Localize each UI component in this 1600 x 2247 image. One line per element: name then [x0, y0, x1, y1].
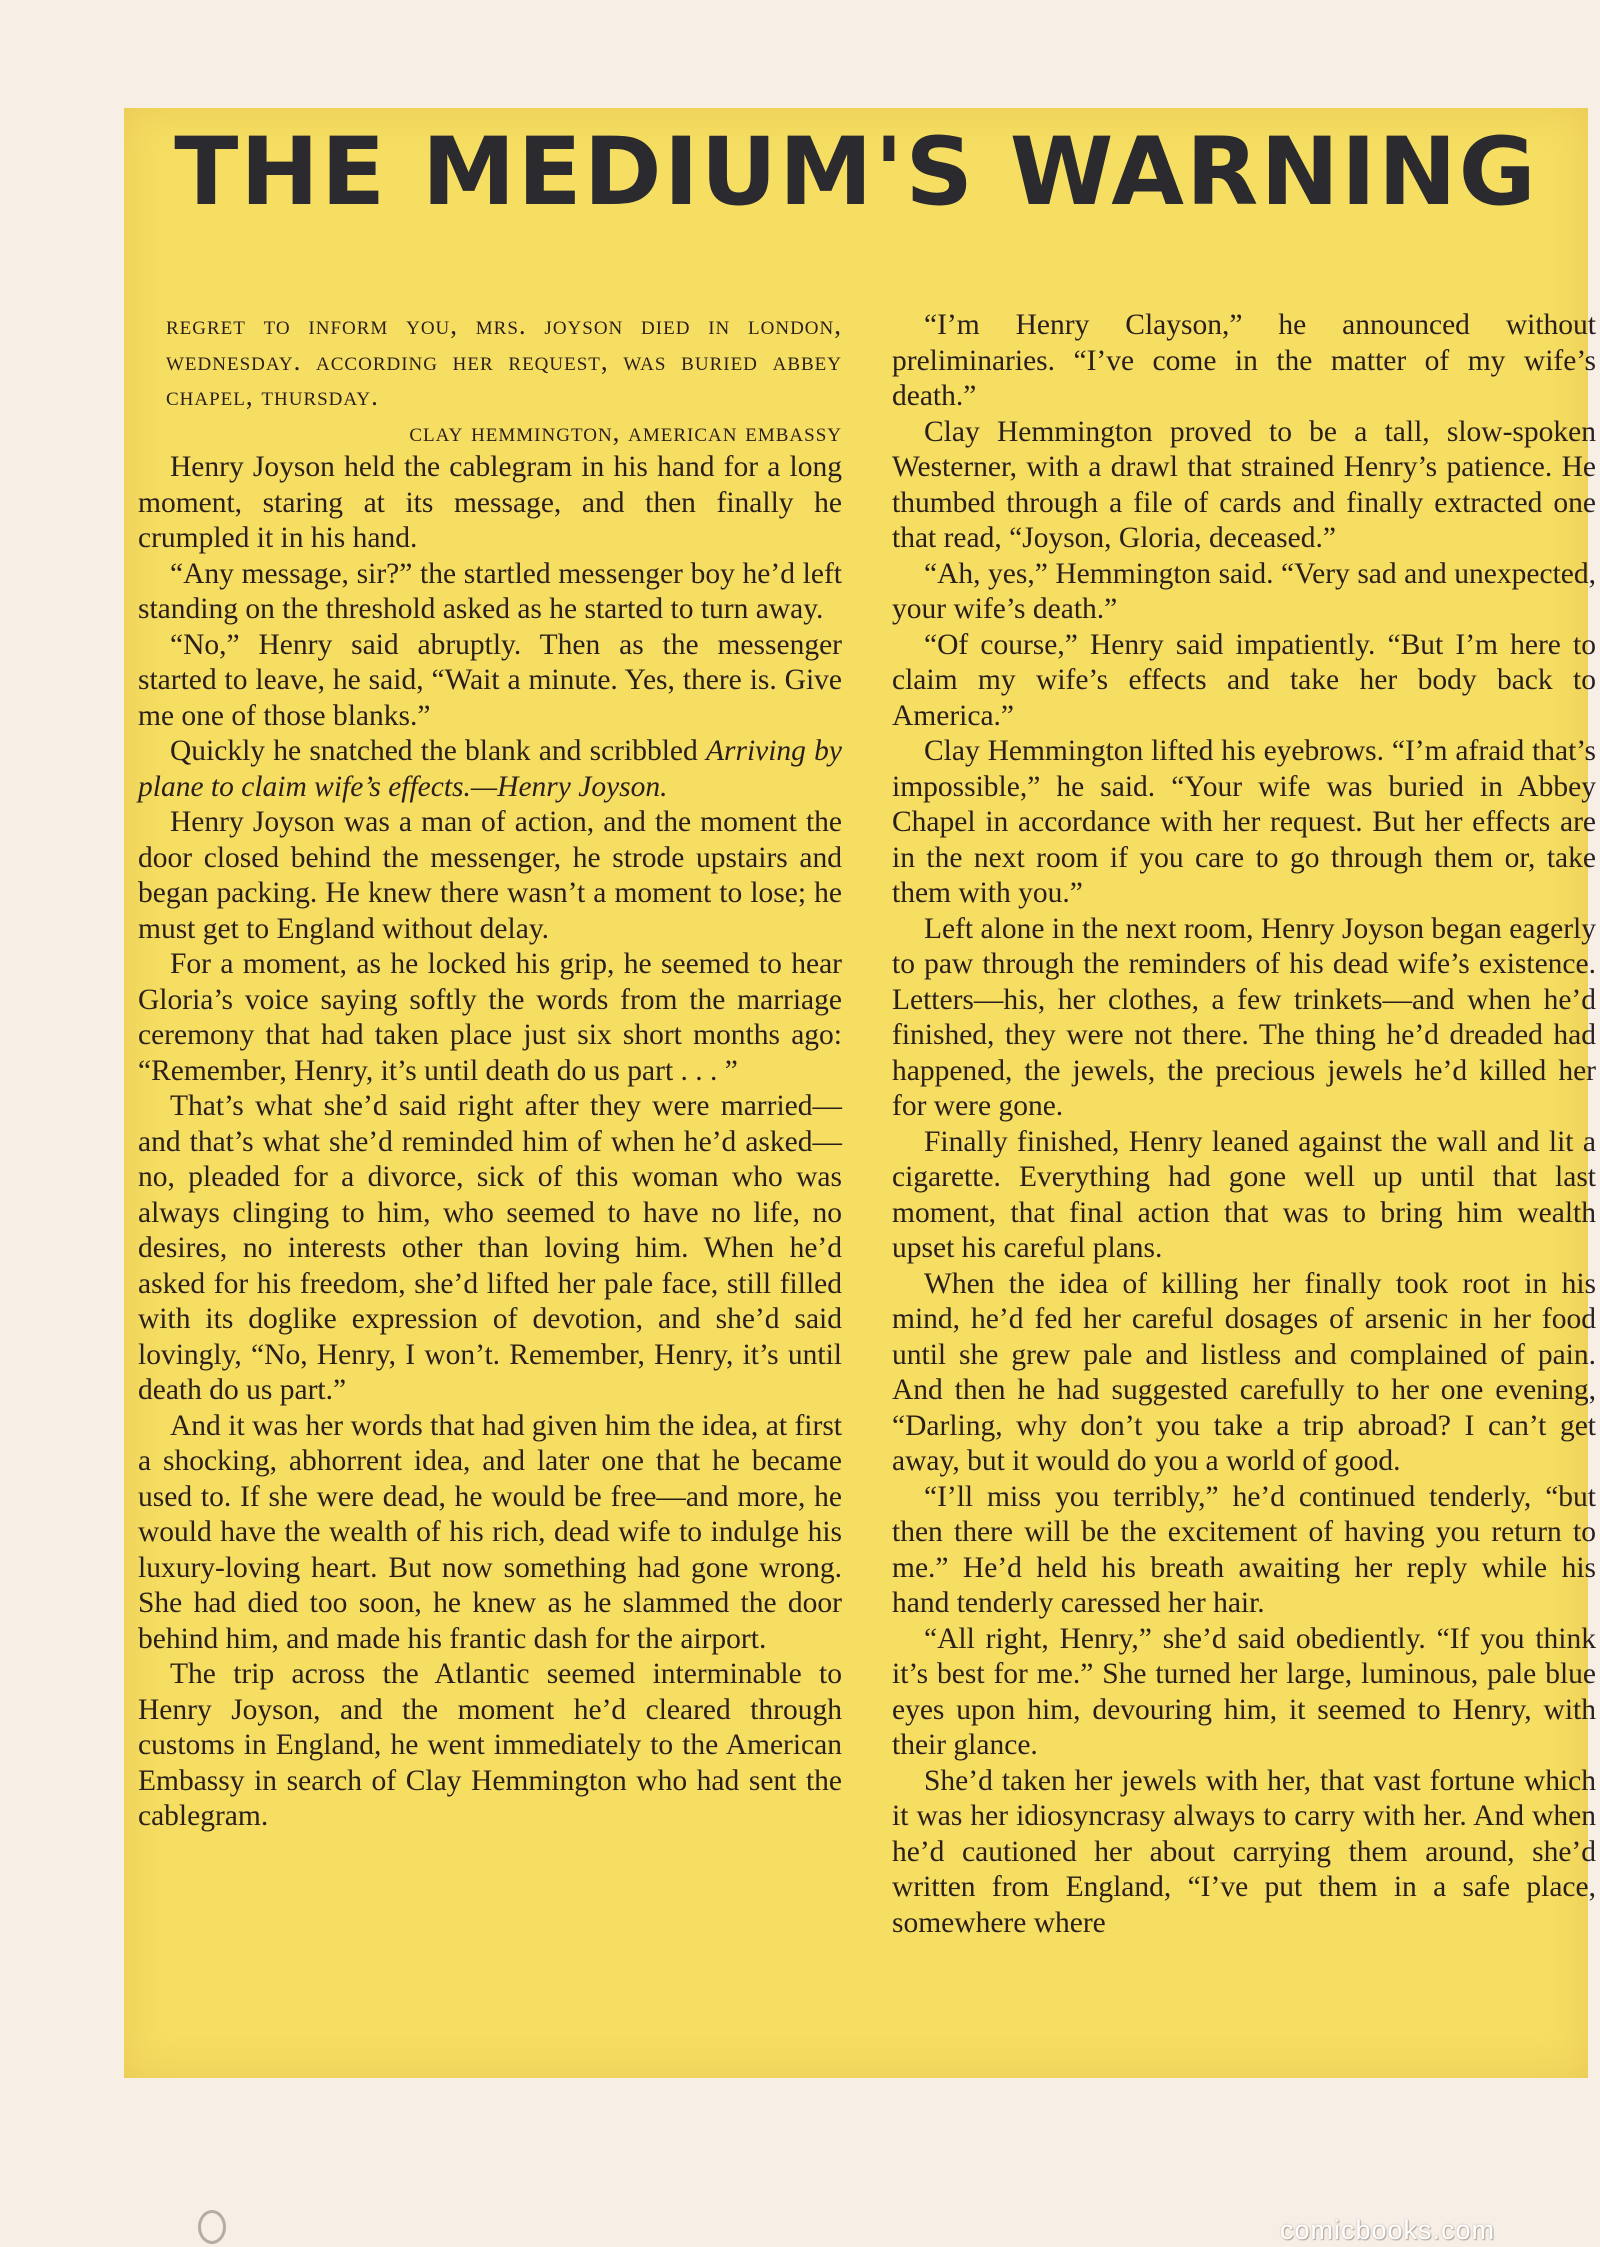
paragraph: And it was her words that had given him the idea, at first a shocking, abhorrent idea, and later one that he became used to. If she were dead, he would be free—and more, he would have the wealth of his rich, dead wife to indulge his luxury-loving heart. But now something had gone wrong. She had died too soon, he knew as he slammed the door behind him, and made his frantic dash for the airport. — [138, 1409, 842, 1655]
paragraph: Left alone in the next room, Henry Joyson began eagerly to paw through the reminders of his dead wife’s existence. Letters—his, her clothes, a few trinkets—and when he’d finished, they were not there. The thing he’d dreaded had happened, the jewels, the precious jewels he’d killed her for were gone. — [892, 912, 1596, 1122]
left-text-column — [138, 308, 842, 1835]
paragraph: For a moment, as he locked his grip, he seemed to hear Gloria’s voice saying softly the words from the marriage ceremony that had taken place just six short months ago: “Remember, Henry, it’s until death do us part . . . ” — [138, 948, 842, 1087]
paragraph: “I’m Henry Clayson,” he announced without preliminaries. “I’ve come in the matter of my wife’s death.” — [892, 309, 1596, 412]
paragraph: “Of course,” Henry said impatiently. “But I’m here to claim my wife’s effects and take her body back to America.” — [892, 628, 1596, 732]
paragraph: That’s what she’d said right after they were married—and that’s what she’d reminded him of when he’d asked—no, pleaded for a divorce, sick of this woman who was always clinging to him, who seemed to have no life, no desires, no interests other than loving him. When he’d asked for his freedom, she’d lifted her pale face, still filled with its doglike expression of devotion, and she’d said lovingly, “No, Henry, I won’t. Remember, Henry, it’s until death do us part.” — [138, 1090, 842, 1406]
paragraph: Finally finished, Henry leaned against the wall and lit a cigarette. Everything had gone well up until that last moment, that final action that was to bring him wealth upset his careful plans. — [892, 1125, 1596, 1264]
paragraph: “All right, Henry,” she’d said obediently. “If you think it’s best for me.” She turned her large, luminous, pale blue eyes upon him, devouring him, it seemed to Henry, with their glance. — [892, 1622, 1596, 1761]
paragraph-text: Quickly he snatched the blank and scribbled — [170, 735, 706, 767]
paragraph: “Ah, yes,” Hemmington said. “Very sad and unexpected, your wife’s death.” — [892, 557, 1596, 625]
page-title: THE MEDIUM'S WARNING — [174, 118, 1538, 227]
paragraph: Henry Joyson was a man of action, and the moment the door closed behind the messenger, he strode upstairs and began packing. He knew there wasn’t a moment to lose; he must get to England without delay. — [138, 806, 842, 945]
right-text-column — [892, 308, 1596, 1941]
site-watermark: comicbooks.com — [1280, 2215, 1496, 2245]
paragraph — [138, 734, 842, 805]
paragraph: “I’ll miss you terribly,” he’d continued tenderly, “but then there will be the excitement of having you return to me.” He’d held his breath awaiting her reply while his hand tenderly caressed her hair. — [892, 1480, 1596, 1619]
ink-smudge-mark — [198, 2210, 226, 2244]
paragraph: Henry Joyson held the cablegram in his hand for a long moment, staring at its message, and then finally he crumpled it in his hand. — [138, 451, 842, 554]
paragraph: When the idea of killing her finally took root in his mind, he’d fed her careful dosages of arsenic in her food until she grew pale and listless and complained of pain. And then he had suggested carefully to her one evening, “Darling, why don’t you take a trip abroad? I can’t get away, but it would do you a world of good. — [892, 1267, 1596, 1477]
paragraph: The trip across the Atlantic seemed interminable to Henry Joyson, and the moment he’d cleared through customs in England, he went immediately to the American Embassy in search of Clay Hemmington who had sent the cablegram. — [138, 1658, 842, 1832]
paragraph: “Any message, sir?” the startled messenger boy he’d left standing on the threshold asked as he started to turn away. — [138, 557, 842, 625]
cablegram-text: regret to inform you, mrs. joyson died in london, wednesday. according her request, was buried abbey chapel, thursday. — [166, 310, 842, 411]
telegram-reply-italic: Arriving by plane to claim wife’s effects.—Henry Joyson. — [138, 735, 843, 803]
paragraph: Clay Hemmington proved to be a tall, slow-spoken Westerner, with a drawl that strained Henry’s patience. He thumbed through a file of cards and finally extracted one that read, “Joyson, Gloria, deceased.” — [892, 415, 1596, 554]
paragraph: “No,” Henry said abruptly. Then as the messenger started to leave, he said, “Wait a minute. Yes, there is. Give me one of those blanks.” — [138, 628, 842, 732]
paragraph: She’d taken her jewels with her, that vast fortune which it was her idiosyncrasy always to carry with her. And when he’d cautioned her about carrying them around, she’d written from England, “I’ve put them in a safe place, somewhere where — [892, 1764, 1596, 1939]
cablegram-signature: clay hemmington, american embassy — [409, 416, 842, 447]
paragraph: Clay Hemmington lifted his eyebrows. “I’m afraid that’s impossible,” he said. “Your wife was buried in Abbey Chapel in accordance with her request. But her effects are in the next room if you care to go through them or, take them with you.” — [892, 735, 1596, 909]
